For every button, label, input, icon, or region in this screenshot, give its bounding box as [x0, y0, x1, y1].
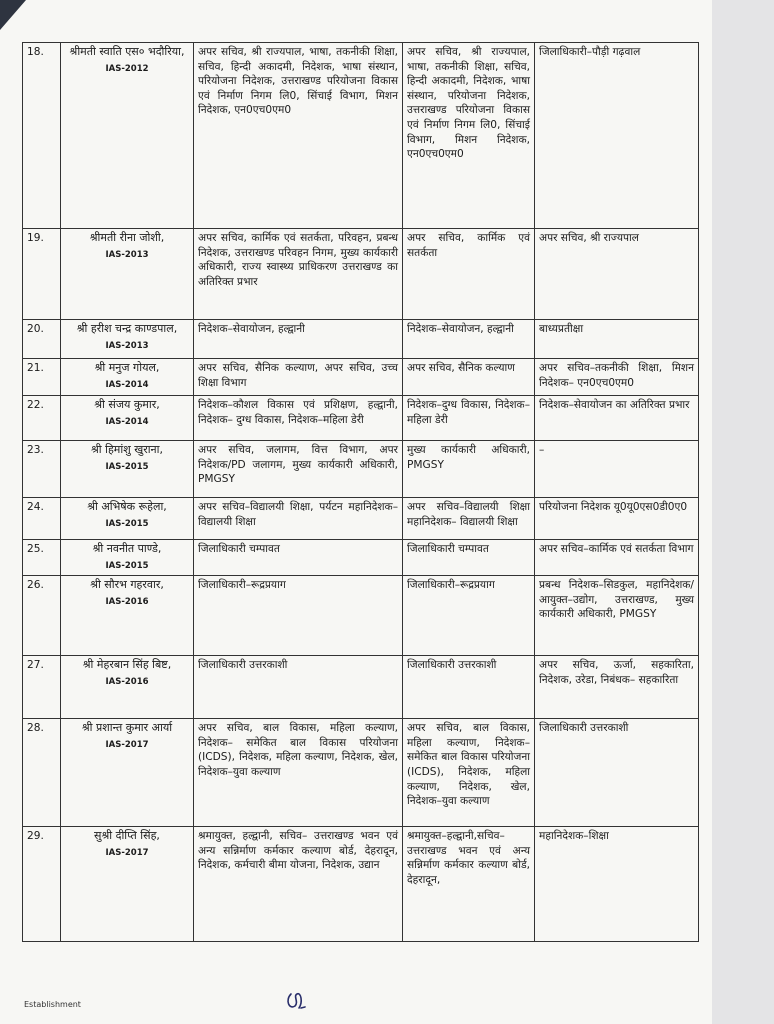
serial-number: 29. — [23, 827, 61, 942]
officer-cell — [61, 656, 194, 719]
new-posting: – — [535, 441, 699, 498]
retained-posting: जिलाधिकारी–रूद्रप्रयाग — [403, 576, 535, 656]
serial-number: 18. — [23, 43, 61, 229]
retained-posting: अपर सचिव, बाल विकास, महिला कल्याण, निदेशक–समेकित बाल विकास परियोजना (ICDS), निदेशक, महिला कल्याण, निदेशक, खेल, निदेशक–युवा कल्याण — [403, 719, 535, 827]
ias-batch: IAS-2013 — [105, 340, 149, 351]
ias-batch: IAS-2015 — [105, 560, 149, 571]
new-posting: अपर सचिव, श्री राज्यपाल — [535, 229, 699, 320]
officer-name: श्री सौरभ गहरवार, — [90, 578, 164, 592]
current-posting: जिलाधिकारी चम्पावत — [194, 540, 403, 576]
officer-name: श्रीमती रीना जोशी, — [89, 231, 165, 244]
ias-batch: IAS-2017 — [105, 847, 149, 858]
current-posting: अपर सचिव, जलागम, वित्त विभाग, अपर निदेशक/PD जलागम, मुख्य कार्यकारी अधिकारी, PMGSY — [194, 441, 403, 498]
officer-cell — [61, 827, 194, 942]
officer-name: श्री प्रशान्त कुमार आर्या — [81, 721, 173, 735]
signature-mark — [283, 990, 313, 1014]
officer-cell — [61, 719, 194, 827]
current-posting: अपर सचिव, कार्मिक एवं सतर्कता, परिवहन, प्रबन्ध निदेशक, उत्तराखण्ड परिवहन निगम, मुख्य कार्यकारी अधिकारी, राज्य स्वास्थ्य प्राधिकरण उत्तराखण्ड का अतिरिक्त प्रभार — [194, 229, 403, 320]
serial-number: 24. — [23, 498, 61, 540]
current-posting: जिलाधिकारी–रूद्रप्रयाग — [194, 576, 403, 656]
ias-batch: IAS-2014 — [105, 416, 149, 427]
ias-batch: IAS-2016 — [105, 676, 149, 687]
officer-name: श्री हरीश चन्द्र काण्डपाल, — [76, 322, 178, 335]
officer-cell — [61, 320, 194, 359]
current-posting: अपर सचिव, सैनिक कल्याण, अपर सचिव, उच्च शिक्षा विभाग — [194, 359, 403, 396]
officer-name: श्री संजय कुमार, — [94, 398, 160, 411]
ias-batch: IAS-2015 — [105, 518, 149, 529]
ias-batch: IAS-2013 — [105, 249, 149, 260]
ias-batch: IAS-2012 — [105, 63, 149, 74]
officer-name: श्रीमती स्वाति एस० भदौरिया, — [69, 45, 185, 58]
new-posting: जिलाधिकारी उत्तरकाशी — [535, 719, 699, 827]
table-row — [23, 540, 699, 576]
officer-name: श्री नवनीत पाण्डे, — [92, 542, 162, 555]
current-posting: श्रमायुक्त, हल्द्वानी, सचिव– उत्तराखण्ड भवन एवं अन्य सन्निर्माण कर्मकार कल्याण बोर्ड, देहरादून, निदेशक, कर्मचारी बीमा योजना, निदेशक, उद्यान — [194, 827, 403, 942]
retained-posting: जिलाधिकारी उत्तरकाशी — [403, 656, 535, 719]
officer-name: सुश्री दीप्ति सिंह, — [94, 829, 160, 843]
table-row — [23, 827, 699, 942]
officer-cell — [61, 359, 194, 396]
serial-number: 23. — [23, 441, 61, 498]
retained-posting: अपर सचिव, कार्मिक एवं सतर्कता — [403, 229, 535, 320]
current-posting: निदेशक–सेवायोजन, हल्द्वानी — [194, 320, 403, 359]
current-posting: निदेशक–कौशल विकास एवं प्रशिक्षण, हल्द्वानी, निदेशक– दुग्ध विकास, निदेशक–महिला डेरी — [194, 396, 403, 441]
new-posting: अपर सचिव–तकनीकी शिक्षा, मिशन निदेशक– एन0एच0एम0 — [535, 359, 699, 396]
footer-label: Establishment — [24, 1000, 81, 1009]
new-posting: जिलाधिकारी–पौड़ी गढ़वाल — [535, 43, 699, 229]
serial-number: 19. — [23, 229, 61, 320]
current-posting: अपर सचिव, श्री राज्यपाल, भाषा, तकनीकी शिक्षा, सचिव, हिन्दी अकादमी, निदेशक, भाषा संस्थान, परियोजना निदेशक, उत्तराखण्ड परियोजना विकास एवं निर्माण निगम लि0, सिंचाई विभाग, मिशन निदेशक, एन0एच0एम0 — [194, 43, 403, 229]
new-posting: प्रबन्ध निदेशक–सिडकुल, महानिदेशक/आयुक्त–उद्योग, उत्तराखण्ड, मुख्य कार्यकारी अधिकारी, PMGSY — [535, 576, 699, 656]
table-row — [23, 396, 699, 441]
serial-number: 28. — [23, 719, 61, 827]
current-posting: अपर सचिव–विद्यालयी शिक्षा, पर्यटन महानिदेशक– विद्यालयी शिक्षा — [194, 498, 403, 540]
new-posting: निदेशक–सेवायोजन का अतिरिक्त प्रभार — [535, 396, 699, 441]
new-posting: अपर सचिव–कार्मिक एवं सतर्कता विभाग — [535, 540, 699, 576]
serial-number: 25. — [23, 540, 61, 576]
serial-number: 27. — [23, 656, 61, 719]
table-row — [23, 498, 699, 540]
retained-posting: जिलाधिकारी चम्पावत — [403, 540, 535, 576]
officer-cell — [61, 498, 194, 540]
ias-batch: IAS-2015 — [105, 461, 149, 472]
retained-posting: निदेशक–दुग्ध विकास, निदेशक–महिला डेरी — [403, 396, 535, 441]
new-posting: महानिदेशक–शिक्षा — [535, 827, 699, 942]
new-posting: अपर सचिव, ऊर्जा, सहकारिता, निदेशक, उरेडा, निबंधक– सहकारिता — [535, 656, 699, 719]
officer-name: श्री हिमांशु खुराना, — [90, 443, 164, 456]
retained-posting: श्रमायुक्त–हल्द्वानी,सचिव– उत्तराखण्ड भवन एवं अन्य सन्निर्माण कर्मकार कल्याण बोर्ड, देहरादून, — [403, 827, 535, 942]
ias-batch: IAS-2016 — [105, 596, 149, 607]
table-row — [23, 359, 699, 396]
officer-cell — [61, 43, 194, 229]
retained-posting: अपर सचिव, श्री राज्यपाल, भाषा, तकनीकी शिक्षा, सचिव, हिन्दी अकादमी, निदेशक, भाषा संस्थान, परियोजना निदेशक, उत्तराखण्ड परियोजना विकास एवं निर्माण निगम लि0, सिंचाई विभाग, मिशन निदेशक, एन0एच0एम0 — [403, 43, 535, 229]
retained-posting: निदेशक–सेवायोजन, हल्द्वानी — [403, 320, 535, 359]
table-row — [23, 719, 699, 827]
retained-posting: मुख्य कार्यकारी अधिकारी, PMGSY — [403, 441, 535, 498]
table-row — [23, 576, 699, 656]
officer-cell — [61, 441, 194, 498]
ias-batch: IAS-2017 — [105, 739, 149, 750]
officer-name: श्री मेहरबान सिंह बिष्ट, — [82, 658, 172, 672]
officer-cell — [61, 540, 194, 576]
table-row — [23, 43, 699, 229]
officer-cell — [61, 576, 194, 656]
retained-posting: अपर सचिव, सैनिक कल्याण — [403, 359, 535, 396]
retained-posting: अपर सचिव–विद्यालयी शिक्षा महानिदेशक– विद्यालयी शिक्षा — [403, 498, 535, 540]
transfer-table — [22, 42, 699, 942]
serial-number: 20. — [23, 320, 61, 359]
table-row — [23, 441, 699, 498]
table-row — [23, 320, 699, 359]
officer-cell — [61, 396, 194, 441]
officer-name: श्री अभिषेक रूहेला, — [87, 500, 167, 513]
serial-number: 26. — [23, 576, 61, 656]
ias-batch: IAS-2014 — [105, 379, 149, 390]
current-posting: अपर सचिव, बाल विकास, महिला कल्याण, निदेशक– समेकित बाल विकास परियोजना (ICDS), निदेशक, महिला कल्याण, निदेशक, खेल, निदेशक–युवा कल्याण — [194, 719, 403, 827]
current-posting: जिलाधिकारी उत्तरकाशी — [194, 656, 403, 719]
officer-name: श्री मनुज गोयल, — [94, 361, 160, 374]
officer-cell — [61, 229, 194, 320]
table-row — [23, 656, 699, 719]
serial-number: 21. — [23, 359, 61, 396]
serial-number: 22. — [23, 396, 61, 441]
new-posting: परियोजना निदेशक यू0यू0एस0डी0ए0 — [535, 498, 699, 540]
page-corner-shadow — [0, 0, 26, 30]
new-posting: बाध्यप्रतीक्षा — [535, 320, 699, 359]
table-row — [23, 229, 699, 320]
